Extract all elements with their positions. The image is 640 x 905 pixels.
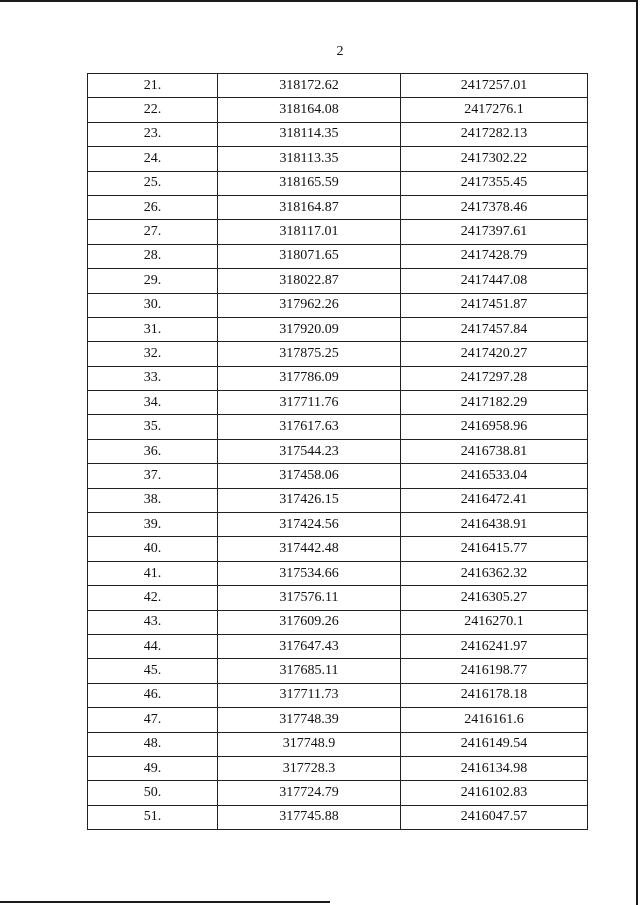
x-coordinate-cell: 317426.15 [218,488,401,512]
coordinates-table-body [88,74,588,830]
table-row [88,561,588,585]
point-number-cell: 33. [88,366,218,390]
x-coordinate-cell: 317711.73 [218,683,401,707]
table-row [88,464,588,488]
point-number-cell: 32. [88,342,218,366]
x-coordinate-cell: 318164.87 [218,195,401,219]
point-number-cell: 26. [88,195,218,219]
x-coordinate-cell: 318117.01 [218,220,401,244]
point-number-cell: 22. [88,98,218,122]
page-border-top [0,0,637,2]
table-row [88,366,588,390]
point-number-cell: 48. [88,732,218,756]
y-coordinate-cell: 2416134.98 [401,756,588,780]
point-number-cell: 45. [88,659,218,683]
table-row [88,683,588,707]
table-row [88,634,588,658]
x-coordinate-cell: 317442.48 [218,537,401,561]
table-row [88,659,588,683]
x-coordinate-cell: 317875.25 [218,342,401,366]
table-row [88,269,588,293]
x-coordinate-cell: 318114.35 [218,122,401,146]
point-number-cell: 40. [88,537,218,561]
x-coordinate-cell: 317748.39 [218,708,401,732]
page-number: 2 [336,44,344,59]
x-coordinate-cell: 317458.06 [218,464,401,488]
table-row [88,391,588,415]
x-coordinate-cell: 317424.56 [218,513,401,537]
table-row [88,147,588,171]
x-coordinate-cell: 317962.26 [218,293,401,317]
x-coordinate-cell: 317685.11 [218,659,401,683]
y-coordinate-cell: 2417428.79 [401,244,588,268]
table-row [88,586,588,610]
point-number-cell: 51. [88,805,218,829]
y-coordinate-cell: 2417276.1 [401,98,588,122]
point-number-cell: 24. [88,147,218,171]
point-number-cell: 41. [88,561,218,585]
x-coordinate-cell: 317534.66 [218,561,401,585]
y-coordinate-cell: 2416958.96 [401,415,588,439]
table-row [88,610,588,634]
y-coordinate-cell: 2417257.01 [401,74,588,98]
x-coordinate-cell: 318113.35 [218,147,401,171]
point-number-cell: 35. [88,415,218,439]
x-coordinate-cell: 318071.65 [218,244,401,268]
table-row [88,781,588,805]
y-coordinate-cell: 2416161.6 [401,708,588,732]
point-number-cell: 30. [88,293,218,317]
point-number-cell: 36. [88,439,218,463]
y-coordinate-cell: 2416438.91 [401,513,588,537]
table-row [88,122,588,146]
point-number-cell: 34. [88,391,218,415]
table-row [88,317,588,341]
y-coordinate-cell: 2416305.27 [401,586,588,610]
table-row [88,195,588,219]
y-coordinate-cell: 2416241.97 [401,634,588,658]
y-coordinate-cell: 2416533.04 [401,464,588,488]
table-row [88,415,588,439]
coordinates-table [87,73,588,830]
y-coordinate-cell: 2416149.54 [401,732,588,756]
table-row [88,98,588,122]
table-row [88,171,588,195]
table-row [88,439,588,463]
table-row [88,342,588,366]
point-number-cell: 38. [88,488,218,512]
y-coordinate-cell: 2416047.57 [401,805,588,829]
x-coordinate-cell: 317576.11 [218,586,401,610]
y-coordinate-cell: 2417447.08 [401,269,588,293]
y-coordinate-cell: 2417182.29 [401,391,588,415]
table-row [88,74,588,98]
y-coordinate-cell: 2416198.77 [401,659,588,683]
point-number-cell: 43. [88,610,218,634]
x-coordinate-cell: 317724.79 [218,781,401,805]
y-coordinate-cell: 2417451.87 [401,293,588,317]
x-coordinate-cell: 317920.09 [218,317,401,341]
point-number-cell: 50. [88,781,218,805]
x-coordinate-cell: 318164.08 [218,98,401,122]
y-coordinate-cell: 2417420.27 [401,342,588,366]
page-border-right [636,0,638,905]
point-number-cell: 39. [88,513,218,537]
y-coordinate-cell: 2417282.13 [401,122,588,146]
y-coordinate-cell: 2416738.81 [401,439,588,463]
y-coordinate-cell: 2417355.45 [401,171,588,195]
y-coordinate-cell: 2416178.18 [401,683,588,707]
table-row [88,537,588,561]
point-number-cell: 21. [88,74,218,98]
table-row [88,732,588,756]
y-coordinate-cell: 2417457.84 [401,317,588,341]
table-row [88,708,588,732]
point-number-cell: 46. [88,683,218,707]
point-number-cell: 37. [88,464,218,488]
point-number-cell: 49. [88,756,218,780]
x-coordinate-cell: 318172.62 [218,74,401,98]
x-coordinate-cell: 317647.43 [218,634,401,658]
x-coordinate-cell: 317748.9 [218,732,401,756]
y-coordinate-cell: 2416362.32 [401,561,588,585]
y-coordinate-cell: 2417302.22 [401,147,588,171]
y-coordinate-cell: 2417297.28 [401,366,588,390]
table-row [88,293,588,317]
bottom-rule [0,901,330,903]
point-number-cell: 27. [88,220,218,244]
y-coordinate-cell: 2416270.1 [401,610,588,634]
x-coordinate-cell: 317617.63 [218,415,401,439]
point-number-cell: 44. [88,634,218,658]
x-coordinate-cell: 317544.23 [218,439,401,463]
x-coordinate-cell: 317711.76 [218,391,401,415]
table-row [88,756,588,780]
x-coordinate-cell: 317609.26 [218,610,401,634]
x-coordinate-cell: 317786.09 [218,366,401,390]
y-coordinate-cell: 2416102.83 [401,781,588,805]
x-coordinate-cell: 317745.88 [218,805,401,829]
table-row [88,805,588,829]
table-row [88,220,588,244]
table-row [88,513,588,537]
table-row [88,244,588,268]
table-row [88,488,588,512]
x-coordinate-cell: 317728.3 [218,756,401,780]
x-coordinate-cell: 318165.59 [218,171,401,195]
y-coordinate-cell: 2416415.77 [401,537,588,561]
point-number-cell: 29. [88,269,218,293]
point-number-cell: 42. [88,586,218,610]
point-number-cell: 31. [88,317,218,341]
y-coordinate-cell: 2417397.61 [401,220,588,244]
y-coordinate-cell: 2416472.41 [401,488,588,512]
y-coordinate-cell: 2417378.46 [401,195,588,219]
point-number-cell: 23. [88,122,218,146]
point-number-cell: 28. [88,244,218,268]
x-coordinate-cell: 318022.87 [218,269,401,293]
point-number-cell: 25. [88,171,218,195]
point-number-cell: 47. [88,708,218,732]
